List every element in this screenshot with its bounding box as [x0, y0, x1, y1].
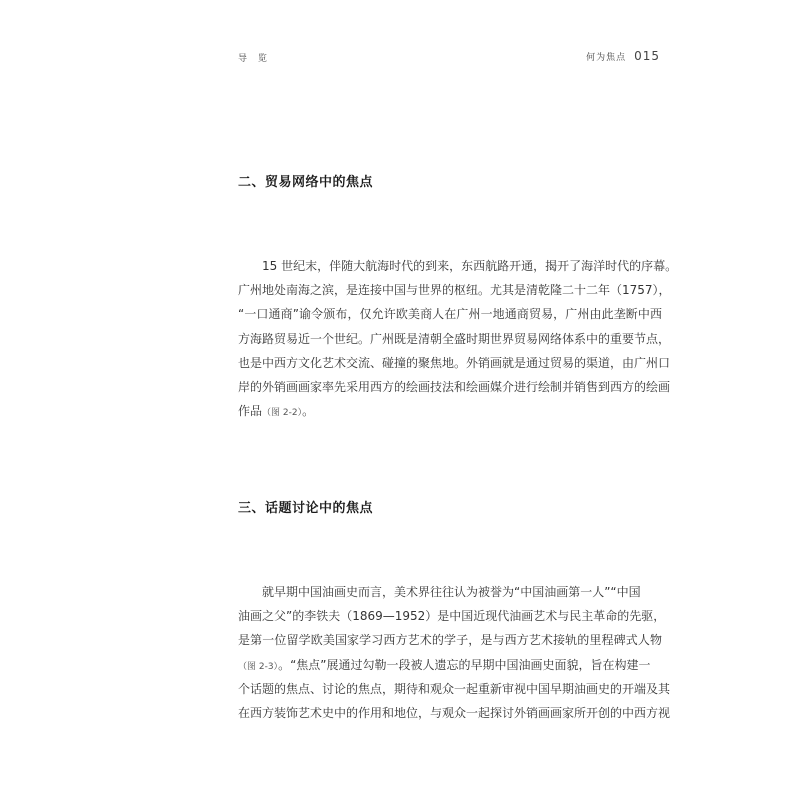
section-heading-trade-network: 二、贸易网络中的焦点: [238, 175, 374, 190]
paragraph-trade-network: [238, 254, 678, 423]
paragraph-line: 在西方装饰艺术史中的作用和地位，与观众一起探讨外销画画家所开创的中西方视: [238, 705, 671, 720]
paragraph-line: “一口通商”谕令颁布，仅允许欧美商人在广州一地通商贸易，广州由此垄断中西: [238, 307, 662, 322]
paragraph-line-figref: [238, 653, 662, 677]
paragraph-line: 也是中西方文化艺术交流、碰撞的聚焦地。外销画就是通过贸易的渠道，由广州口: [238, 355, 671, 370]
paragraph-line: 15 世纪末，伴随大航海时代的到来，东西航路开通，揭开了海洋时代的序幕。: [262, 259, 678, 273]
paragraph-line: 是第一位留学欧美国家学习西方艺术的学子，是与西方艺术接轨的里程碑式人物: [238, 633, 662, 648]
figure-reference: （图 2-3）: [238, 661, 279, 672]
section-heading-topic-discussion: 三、话题讨论中的焦点: [238, 501, 374, 516]
paragraph-line: 方海路贸易近一个世纪。广州既是清朝全盛时期世界贸易网络体系中的重要节点，: [238, 331, 671, 346]
running-head-left: 导 览: [238, 54, 271, 64]
paragraph-line: 岸的外销画画家率先采用西方的绘画技法和绘画媒介进行绘制并销售到西方的绘画: [238, 379, 671, 394]
running-title: 何为焦点: [586, 53, 627, 63]
line-text: 。“焦点”展通过勾勒一段被人遗忘的早期中国油画史面貌，旨在构建一: [278, 657, 651, 672]
paragraph-line: 广州地处南海之滨，是连接中国与世界的枢纽。尤其是清乾隆二十二年（1757），: [238, 283, 671, 298]
paragraph-topic-discussion: [238, 580, 671, 725]
paragraph-line: 油画之父”的李铁夫（1869—1952）是中国近现代油画艺术与民主革命的先驱，: [238, 609, 666, 624]
line-text: 作品: [238, 404, 263, 419]
line-end: 。: [302, 404, 315, 419]
paragraph-line: 个话题的焦点、讨论的焦点，期待和观众一起重新审视中国早期油画史的开端及其: [238, 681, 671, 696]
figure-reference: （图 2-2）: [262, 408, 303, 419]
paragraph-line: 就早期中国油画史而言，美术界往往认为被誉为“中国油画第一人”“中国: [262, 585, 641, 599]
paragraph-line-last: [238, 399, 662, 423]
running-head-right: [586, 49, 660, 63]
page-number: 015: [634, 49, 660, 63]
